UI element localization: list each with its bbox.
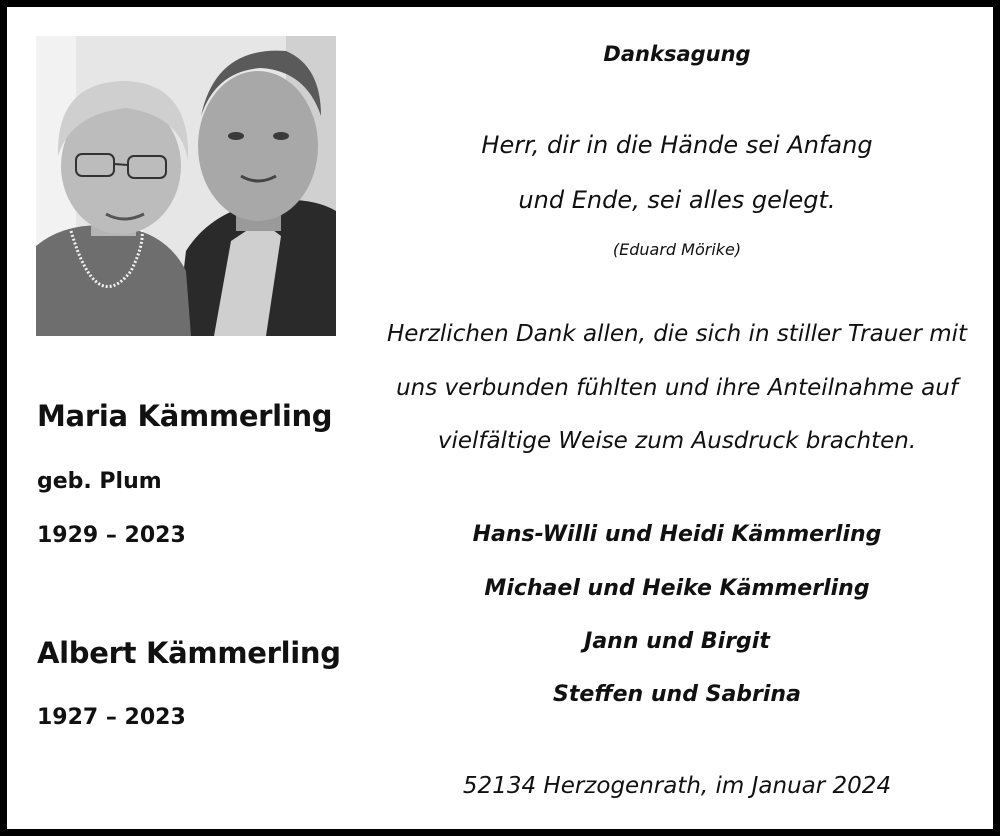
deceased-name-maria: Maria Kämmerling [37,399,333,433]
notice-heading: Danksagung [603,42,751,66]
signer: Jann und Birgit [584,629,770,654]
deceased-years-maria: 1929 – 2023 [37,523,186,548]
deceased-name-albert: Albert Kämmerling [37,636,341,670]
verse-line-1: Herr, dir in die Hände sei Anfang [481,131,873,159]
signer: Hans-Willi und Heidi Kämmerling [472,522,882,547]
thanks-line-3: vielfältige Weise zum Ausdruck brachten. [437,428,917,454]
couple-photo [36,36,336,336]
thanks-line-2: uns verbunden fühlten und ihre Anteilnahme auf [396,375,958,401]
deceased-years-albert: 1927 – 2023 [37,705,186,730]
place-and-date: 52134 Herzogenrath, im Januar 2024 [462,773,892,799]
signer: Steffen und Sabrina [553,682,801,707]
thanks-line-1: Herzlichen Dank allen, die sich in stiller Trauer mit [386,321,968,347]
verse-line-2: und Ende, sei alles gelegt. [518,186,836,214]
deceased-maiden-name: geb. Plum [37,469,162,494]
signer: Michael und Heike Kämmerling [484,576,870,601]
verse-source: (Eduard Mörike) [612,240,742,259]
